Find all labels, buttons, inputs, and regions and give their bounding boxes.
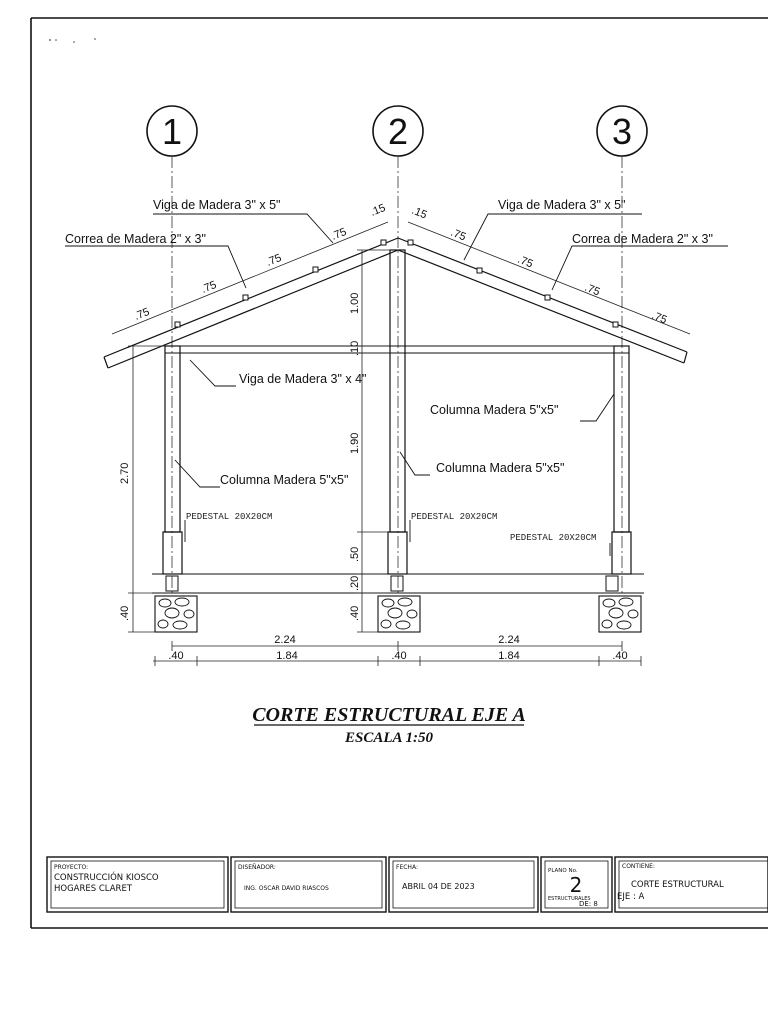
- dim-roof-left-3: .75: [264, 251, 284, 269]
- dim-center-col: 1.90: [349, 432, 361, 454]
- label-correa-right: Correa de Madera 2" x 3": [572, 232, 713, 246]
- dim-sub-4: 1.84: [498, 650, 520, 662]
- drawing-title: [252, 704, 526, 746]
- label-viga-tie: Viga de Madera 3" x 4": [239, 372, 367, 386]
- column-left: [165, 346, 180, 532]
- dim-ridge-left: .15: [368, 201, 388, 219]
- svg-text:2: 2: [387, 111, 409, 152]
- tb-proyecto-line2: HOGARES CLARET: [54, 884, 133, 894]
- scan-specks: [49, 38, 96, 43]
- label-columna-left: Columna Madera 5"x5": [220, 473, 349, 487]
- dim-bay-left: 2.24: [274, 634, 296, 646]
- label-columna-right: Columna Madera 5"x5": [430, 403, 559, 417]
- tb-plano-total: DE: 8: [579, 900, 598, 908]
- pedestal-center: [388, 532, 407, 574]
- dim-center-base: .40: [349, 605, 361, 621]
- dim-center-ped: .50: [349, 546, 361, 562]
- footing-left: [155, 596, 197, 632]
- tb-fecha: ABRIL 04 DE 2023: [402, 882, 475, 891]
- dim-sub-3: .40: [391, 650, 407, 662]
- label-pedestal-right: PEDESTAL 20X20CM: [510, 533, 597, 543]
- tb-disenador: ING. OSCAR DAVID RIASCOS: [244, 885, 329, 892]
- footing-center: [378, 596, 420, 632]
- dim-left-total: 2.70: [119, 462, 131, 484]
- sheet-frame: [31, 18, 768, 928]
- axis-marker-2: [373, 106, 423, 156]
- tb-proyecto-line1: CONSTRUCCIÓN KIOSCO: [54, 873, 159, 883]
- dim-left-base: .40: [119, 605, 131, 621]
- tb-disenador-label: DISEÑADOR:: [238, 864, 276, 871]
- label-correa-left: Correa de Madera 2" x 3": [65, 232, 206, 246]
- pedestal-right: [612, 532, 631, 574]
- column-center: [390, 250, 405, 532]
- label-pedestal-left: PEDESTAL 20X20CM: [186, 512, 273, 522]
- dim-roof-right-4: .75: [649, 309, 669, 327]
- roof-dims-right: [410, 205, 669, 327]
- left-vertical-dim-labels: [119, 463, 131, 621]
- left-vertical-dims: [128, 346, 165, 632]
- center-vertical-dim-labels: [349, 293, 361, 621]
- tb-contiene-line1: CORTE ESTRUCTURAL: [631, 880, 724, 890]
- axis-marker-1: [147, 106, 197, 156]
- label-columna-center: Columna Madera 5"x5": [436, 461, 565, 475]
- dim-sub-5: .40: [612, 650, 628, 662]
- dim-roof-left-1: .75: [132, 305, 152, 323]
- svg-text:1: 1: [161, 111, 183, 152]
- tie-beam: [165, 346, 629, 353]
- tb-plano-label: PLANO No.: [548, 868, 578, 874]
- svg-text:3: 3: [611, 111, 633, 152]
- dim-roof-left-4: .75: [329, 225, 349, 243]
- tb-fecha-label: FECHA:: [396, 864, 418, 871]
- pedestal-labels: [186, 512, 596, 543]
- dim-roof-right-3: .75: [582, 281, 602, 299]
- tb-plano-num: 2: [569, 873, 583, 897]
- pedestal-left: [163, 532, 182, 574]
- dim-center-beam: .20: [349, 575, 361, 591]
- tb-contiene-line2: EJE : A: [617, 892, 645, 902]
- roof: [104, 238, 687, 368]
- axis-markers: [147, 106, 647, 156]
- label-viga-right: Viga de Madera 3" x 5": [498, 198, 626, 212]
- dim-sub-2: 1.84: [276, 650, 298, 662]
- footing-right: [599, 596, 641, 632]
- label-viga-left: Viga de Madera 3" x 5": [153, 198, 281, 212]
- dim-center-height: 1.00: [349, 292, 361, 314]
- dim-roof-right-2: .75: [515, 253, 535, 271]
- rebar-details: [166, 576, 618, 591]
- axis-marker-3: [597, 106, 647, 156]
- dim-center-tie: .10: [349, 340, 361, 356]
- center-vertical-dims: [357, 250, 390, 632]
- title-scale: ESCALA 1:50: [345, 730, 433, 746]
- dim-roof-right-1: .75: [448, 226, 468, 244]
- tb-contiene-label: CONTIENE:: [622, 863, 655, 870]
- column-right: [614, 346, 629, 532]
- dim-sub-1: .40: [168, 650, 184, 662]
- title-main: CORTE ESTRUCTURAL EJE A: [252, 704, 526, 726]
- tb-proyecto-label: PROYECTO:: [54, 864, 89, 871]
- dim-roof-left-2: .75: [199, 278, 219, 296]
- footings: [155, 596, 641, 632]
- label-pedestal-center: PEDESTAL 20X20CM: [411, 512, 498, 522]
- tb-plano-sub: ESTRUCTURALES: [548, 896, 591, 902]
- dim-ridge-right: .15: [409, 204, 429, 222]
- dim-bay-right: 2.24: [498, 634, 520, 646]
- columns: [165, 250, 629, 532]
